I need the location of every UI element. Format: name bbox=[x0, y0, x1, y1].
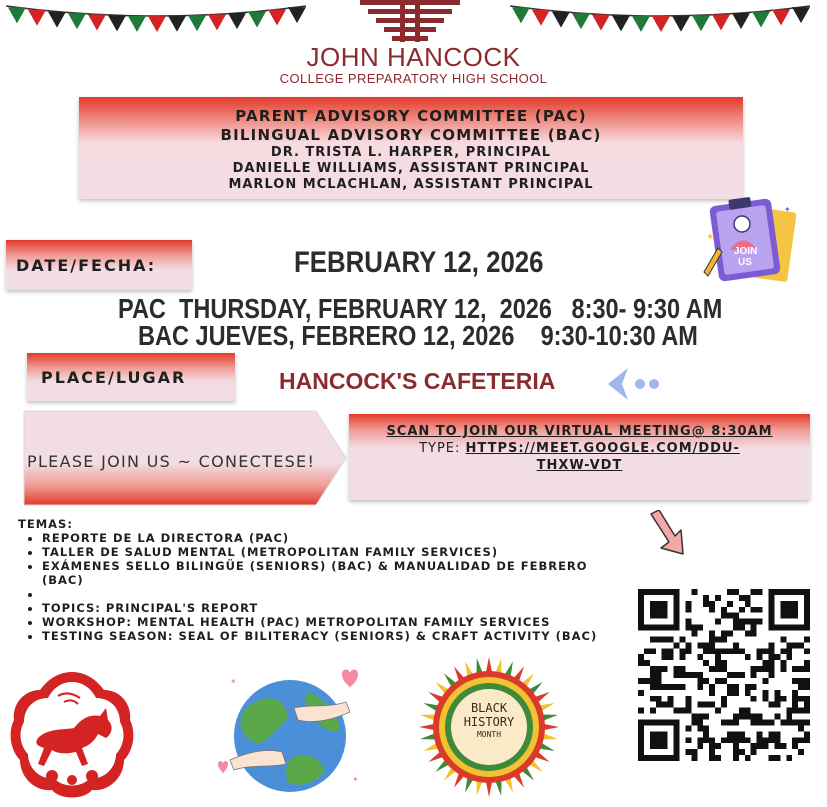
svg-text:✦: ✦ bbox=[784, 205, 791, 214]
meeting-url-link-continued[interactable]: THXW-VDT bbox=[536, 458, 623, 473]
committee-banner bbox=[79, 97, 743, 199]
list-item: • TESTING SEASON: SEAL OF BILITERACY (SENIORS) & CRAFT ACTIVITY (BAC) bbox=[42, 629, 628, 643]
type-label: TYPE: bbox=[419, 441, 466, 456]
svg-text:✦: ✦ bbox=[706, 232, 715, 243]
lunar-new-year-horse-icon bbox=[8, 668, 136, 802]
list-item: • EXÁMENES SELLO BILINGÜE (SENIORS) (BAC) & MANUALIDAD DE FEBRERO (BAC) bbox=[42, 559, 628, 587]
bhm-line-3: MONTH bbox=[476, 730, 502, 739]
bhm-line-1: BLACK bbox=[470, 701, 508, 715]
banner-assistant-principal-2: MARLON MCLACHLAN, ASSISTANT PRINCIPAL bbox=[228, 177, 594, 192]
black-history-month-text bbox=[418, 701, 560, 741]
banner-pac-title: PARENT ADVISORY COMMITTEE (PAC) bbox=[235, 107, 587, 125]
school-subtitle: COLLEGE PREPARATORY HIGH SCHOOL bbox=[279, 71, 548, 86]
list-item: • TALLER DE SALUD MENTAL (METROPOLITAN FAMILY SERVICES) bbox=[42, 545, 628, 559]
virtual-meeting-title: SCAN TO JOIN OUR VIRTUAL MEETING@ 8:30AM bbox=[386, 424, 773, 439]
bac-schedule: BAC JUEVES, FEBRERO 12, 2026 9:30-10:30 AM bbox=[138, 320, 698, 351]
date-label: DATE/FECHA: bbox=[6, 240, 192, 290]
list-item bbox=[42, 587, 628, 601]
arrow-down-right-icon bbox=[647, 510, 687, 556]
arrow-left-icon bbox=[606, 364, 666, 404]
banner-bac-title: BILINGUAL ADVISORY COMMITTEE (BAC) bbox=[220, 126, 602, 144]
svg-text:✦: ✦ bbox=[230, 677, 237, 686]
join-us-text: PLEASE JOIN US ~ CONECTESE! bbox=[27, 452, 316, 471]
bhm-line-2: HISTORY bbox=[463, 715, 515, 729]
banner-assistant-principal-1: DANIELLE WILLIAMS, ASSISTANT PRINCIPAL bbox=[232, 161, 590, 176]
topics-section bbox=[18, 517, 628, 643]
bunting-right-decoration bbox=[510, 0, 810, 36]
clipboard-join-us-icon bbox=[700, 192, 800, 284]
badge-join-text: JOIN bbox=[734, 246, 758, 257]
bunting-left-decoration bbox=[6, 0, 306, 36]
meeting-url-link[interactable]: HTTPS://MEET.GOOGLE.COM/DDU- bbox=[465, 441, 740, 456]
meeting-place: HANCOCK'S CAFETERIA bbox=[279, 368, 556, 394]
topics-list bbox=[42, 531, 628, 643]
qr-code-icon[interactable] bbox=[638, 589, 810, 761]
place-label: PLACE/LUGAR bbox=[27, 353, 235, 401]
virtual-meeting-type-line bbox=[349, 440, 810, 457]
school-logo-icon bbox=[360, 0, 460, 46]
virtual-meeting-box bbox=[349, 414, 810, 500]
pac-schedule: PAC THURSDAY, FEBRUARY 12, 2026 8:30- 9:30 AM bbox=[118, 293, 723, 324]
badge-us-text: US bbox=[738, 257, 752, 268]
list-item: • TOPICS: PRINCIPAL'S REPORT bbox=[42, 601, 628, 615]
list-item: • WORKSHOP: MENTAL HEALTH (PAC) METROPOLITAN FAMILY SERVICES bbox=[42, 615, 628, 629]
svg-text:✦: ✦ bbox=[352, 775, 359, 784]
meeting-date: FEBRUARY 12, 2026 bbox=[294, 246, 544, 279]
mental-health-earth-icon bbox=[212, 664, 372, 800]
topics-heading: TEMAS: bbox=[18, 517, 73, 531]
banner-principal: DR. TRISTA L. HARPER, PRINCIPAL bbox=[270, 145, 552, 160]
school-name: JOHN HANCOCK bbox=[306, 42, 521, 72]
list-item: • REPORTE DE LA DIRECTORA (PAC) bbox=[42, 531, 628, 545]
